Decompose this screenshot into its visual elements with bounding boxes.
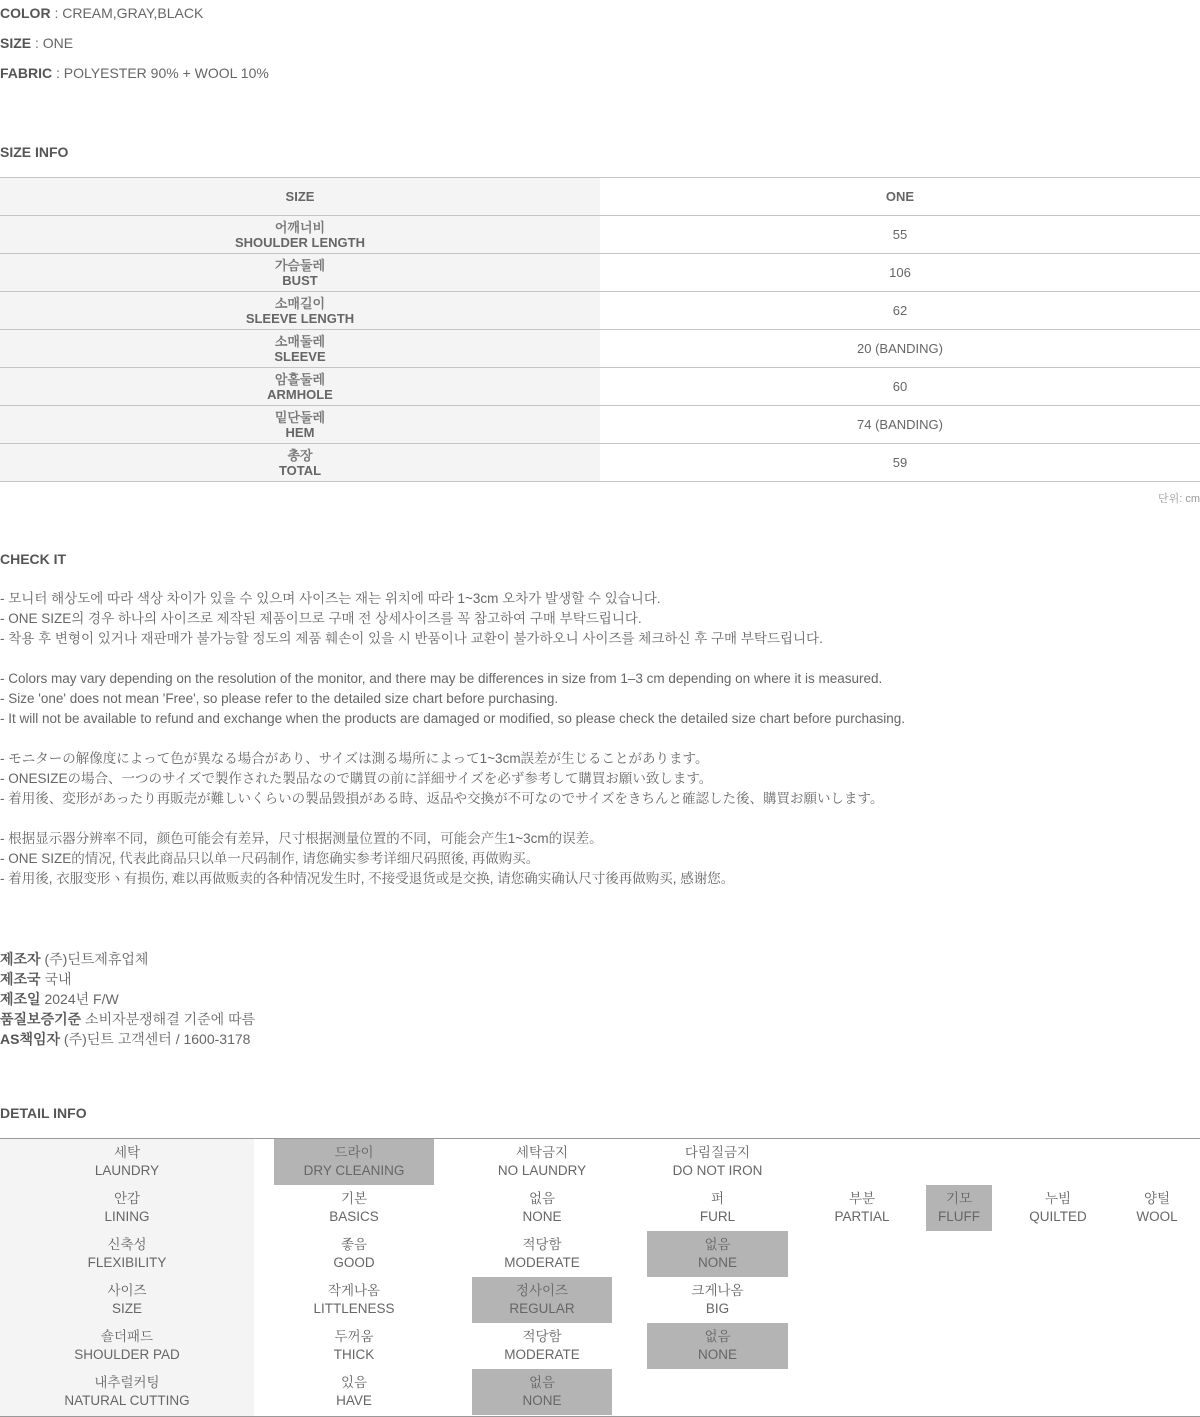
- detail-option-en: THICK: [333, 1347, 375, 1362]
- check-it-title: CHECK IT: [0, 551, 67, 567]
- note-line: - ONE SIZE의 경우 하나의 사이즈로 제작된 제품이므로 구매 전 상세사이즈를 꼭 참고하여 구매 부탁드립니다.: [0, 611, 642, 626]
- detail-option-ko: 크게나옴: [691, 1283, 744, 1298]
- note-line: - モニターの解像度によって色が異なる場合があり、サイズは測る場所によって1~3cm誤差が生じることがあります。: [0, 751, 709, 766]
- detail-option-en: FURL: [699, 1209, 736, 1224]
- size-row-value: 59: [892, 455, 908, 470]
- detail-label-en: SIZE: [111, 1301, 142, 1316]
- size-label-ko: 밑단둘레: [274, 409, 326, 425]
- detail-option-selected: [274, 1139, 434, 1185]
- detail-option-selected: [472, 1369, 612, 1415]
- detail-row-label: [0, 1231, 254, 1277]
- detail-option-en: MODERATE: [504, 1347, 580, 1362]
- detail-option-ko: 다림질금지: [684, 1145, 751, 1160]
- size-table-row: [0, 254, 1200, 292]
- size-table-row: [0, 216, 1200, 254]
- detail-option: [274, 1369, 434, 1415]
- size-label-en: HEM: [285, 424, 315, 440]
- size-label-ko: 총장: [287, 447, 313, 463]
- size-table-row: [0, 330, 1200, 368]
- detail-option-en: QUILTED: [1029, 1209, 1087, 1224]
- spec-value: : POLYESTER 90% + WOOL 10%: [52, 65, 269, 81]
- detail-option-en: BASICS: [329, 1209, 379, 1224]
- detail-option-ko: 세탁금지: [515, 1145, 569, 1160]
- detail-option-ko: 퍼: [710, 1191, 725, 1206]
- size-row-value: 55: [892, 227, 908, 242]
- manufacturer-value: (주)딘트제휴업체: [40, 951, 149, 967]
- detail-option: [472, 1231, 612, 1277]
- detail-option: [274, 1231, 434, 1277]
- detail-option: [472, 1185, 612, 1231]
- detail-option-ko: 기모: [945, 1191, 973, 1206]
- detail-option-en: WOOL: [1136, 1209, 1178, 1224]
- size-header-label: SIZE: [0, 178, 600, 215]
- detail-label-ko: 사이즈: [107, 1283, 147, 1298]
- spec-label: SIZE: [0, 35, 32, 51]
- size-label-en: SHOULDER LENGTH: [235, 234, 365, 250]
- detail-option-ko: 부분: [848, 1191, 876, 1206]
- detail-row-label: [0, 1185, 254, 1231]
- detail-option: [274, 1185, 434, 1231]
- spec-value: : ONE: [31, 35, 74, 51]
- detail-option-en: NONE: [522, 1393, 562, 1408]
- note-line: - ONESIZEの場合、一つのサイズで製作された製品なので購買の前に詳細サイズを必ず参考して購買お願い致します。: [0, 771, 713, 786]
- detail-option: [274, 1277, 434, 1323]
- size-label-en: SLEEVE LENGTH: [245, 310, 355, 326]
- size-label-en: BUST: [282, 272, 318, 288]
- unit-label: 단위: cm: [1157, 493, 1200, 505]
- detail-label-ko: 신축성: [107, 1237, 147, 1252]
- size-row-value: 20 (BANDING): [857, 341, 943, 356]
- detail-option-en: NONE: [697, 1347, 737, 1362]
- size-label-en: SLEEVE: [274, 348, 326, 364]
- manufacturer-row: [0, 949, 255, 969]
- detail-option-en: BIG: [705, 1301, 730, 1316]
- spec-size: [0, 34, 73, 52]
- note-line: - 着用後、変形があったり再販売が難しいくらいの製品毀損がある時、返品や交換が不可なのでサイズをきちんと確認した後、購買お願いします。: [0, 791, 884, 806]
- detail-option-selected: [472, 1277, 612, 1323]
- size-row-value: 74 (BANDING): [857, 417, 943, 432]
- size-table-row: [0, 444, 1200, 482]
- note-line: - 착용 후 변형이 있거나 재판매가 불가능할 정도의 제품 훼손이 있을 시 반품이나 교환이 불가하오니 사이즈를 체크하신 후 구매 부탁드립니다.: [0, 631, 823, 646]
- detail-option-en: NONE: [522, 1209, 562, 1224]
- size-table-row: [0, 368, 1200, 406]
- detail-label-en: FLEXIBILITY: [87, 1255, 167, 1270]
- detail-option-ko: 없음: [704, 1237, 731, 1252]
- note-line: - Size 'one' does not mean 'Free', so please refer to the detailed size chart before purchasing.: [0, 691, 559, 706]
- manufacturer-row: [0, 1029, 255, 1049]
- manufacturer-row: [0, 989, 255, 1009]
- manufacturer-label: 제조자: [0, 951, 41, 967]
- size-label-en: ARMHOLE: [267, 386, 333, 402]
- detail-label-en: LAUNDRY: [94, 1163, 160, 1178]
- spec-label: COLOR: [0, 5, 51, 21]
- detail-option: [798, 1185, 926, 1231]
- size-label-ko: 어깨너비: [274, 219, 326, 235]
- detail-label-ko: 내추럴커팅: [94, 1375, 160, 1390]
- detail-option: [472, 1323, 612, 1369]
- detail-option-ko: 없음: [704, 1329, 731, 1344]
- detail-table: [0, 1138, 1200, 1417]
- detail-row-label: [0, 1369, 254, 1415]
- size-header-value: ONE: [885, 189, 915, 204]
- manufacturer-label: 제조국: [0, 971, 41, 987]
- detail-option-ko: 좋음: [340, 1237, 368, 1252]
- size-row-label: [0, 216, 600, 253]
- detail-option: [647, 1139, 788, 1185]
- manufacturer-value: (주)딘트 고객센터 / 1600-3178: [60, 1031, 251, 1047]
- size-table: [0, 177, 1200, 482]
- detail-option-selected: [647, 1323, 788, 1369]
- detail-option: [1002, 1185, 1114, 1231]
- manufacturer-label: 제조일: [0, 991, 41, 1007]
- size-label-ko: 소매둘레: [274, 333, 326, 349]
- manufacturer-value: 소비자분쟁해결 기준에 따름: [81, 1011, 256, 1027]
- note-line: - Colors may vary depending on the resolution of the monitor, and there may be differences in size from 1–3 cm depending on where it is measured.: [0, 671, 883, 686]
- size-row-label: [0, 292, 600, 329]
- detail-option-en: NO LAUNDRY: [497, 1163, 587, 1178]
- detail-option-en: NONE: [697, 1255, 737, 1270]
- detail-option: [274, 1323, 434, 1369]
- size-label-ko: 소매길이: [274, 295, 326, 311]
- detail-option-en: GOOD: [333, 1255, 375, 1270]
- manufacturer-label: AS책임자: [0, 1031, 61, 1047]
- size-table-row: [0, 292, 1200, 330]
- size-row-label: [0, 368, 600, 405]
- detail-option: [647, 1277, 788, 1323]
- size-row-value: 60: [892, 379, 908, 394]
- detail-option-ko: 작게나옴: [327, 1283, 381, 1298]
- note-spacer: [0, 729, 905, 749]
- manufacturer-value: 2024년 F/W: [40, 991, 119, 1007]
- manufacturer-info: [0, 949, 255, 1049]
- note-line: - ONE SIZE的情况, 代表此商品只以单一尺码制作, 请您确实参考详细尺码照後, 再做购买。: [0, 851, 540, 866]
- detail-row-label: [0, 1323, 254, 1369]
- detail-option-en: FLUFF: [938, 1209, 980, 1224]
- size-table-row: [0, 406, 1200, 444]
- detail-option-ko: 없음: [528, 1375, 556, 1390]
- note-line: - 着用後, 衣服变形ヽ有损伤, 难以再做贩卖的各种情况发生时, 不接受退货或是交换, 请您确实确认尺寸後再做购买, 感谢您。: [0, 871, 735, 886]
- detail-label-en: NATURAL CUTTING: [64, 1393, 190, 1408]
- size-row-label: [0, 444, 600, 481]
- spec-label: FABRIC: [0, 65, 53, 81]
- detail-option: [647, 1185, 788, 1231]
- spec-fabric: [0, 64, 269, 82]
- detail-option-en: MODERATE: [504, 1255, 580, 1270]
- detail-option: [472, 1139, 612, 1185]
- manufacturer-label: 품질보증기준: [0, 1011, 82, 1027]
- detail-option-en: REGULAR: [509, 1301, 575, 1316]
- manufacturer-row: [0, 1009, 255, 1029]
- detail-option-ko: 누빔: [1044, 1191, 1072, 1206]
- detail-option-en: PARTIAL: [834, 1209, 890, 1224]
- note-line: - It will not be available to refund and exchange when the products are damaged or modified, so please check the detailed size chart before purchasing.: [0, 711, 906, 726]
- detail-option-en: DO NOT IRON: [672, 1163, 763, 1178]
- detail-option-ko: 기본: [340, 1191, 368, 1206]
- detail-option-ko: 적당함: [522, 1237, 562, 1252]
- detail-option-en: HAVE: [336, 1393, 372, 1408]
- detail-option-ko: 없음: [528, 1191, 556, 1206]
- spec-value: : CREAM,GRAY,BLACK: [50, 5, 204, 21]
- size-row-label: [0, 330, 600, 367]
- manufacturer-value: 국내: [40, 971, 72, 987]
- detail-option-en: DRY CLEANING: [303, 1163, 405, 1178]
- size-row-value: 106: [889, 265, 911, 280]
- detail-label-en: LINING: [104, 1209, 150, 1224]
- size-info-title: SIZE INFO: [0, 144, 69, 160]
- detail-label-ko: 숄더패드: [100, 1329, 154, 1344]
- detail-info-title: DETAIL INFO: [0, 1105, 87, 1121]
- detail-option-ko: 드라이: [334, 1145, 374, 1160]
- detail-label-ko: 세탁: [113, 1145, 141, 1160]
- manufacturer-row: [0, 969, 255, 989]
- size-row-label: [0, 254, 600, 291]
- size-table-header: [0, 178, 1200, 216]
- detail-label-ko: 안감: [113, 1191, 141, 1206]
- detail-option: [1114, 1185, 1200, 1231]
- detail-option-en: LITTLENESS: [313, 1301, 395, 1316]
- size-label-ko: 가슴둘레: [274, 257, 326, 273]
- note-spacer: [0, 649, 905, 669]
- size-row-value: 62: [892, 303, 908, 318]
- size-label-ko: 암홀둘레: [274, 371, 326, 387]
- detail-option-ko: 있음: [340, 1375, 368, 1390]
- note-line: - 根据显示器分辨率不同，颜色可能会有差异，尺寸根据测量位置的不同，可能会产生1~3cm的误差。: [0, 831, 603, 846]
- detail-option-selected: [647, 1231, 788, 1277]
- size-row-label: [0, 406, 600, 443]
- note-line: - 모니터 해상도에 따라 색상 차이가 있을 수 있으며 사이즈는 재는 위치에 따라 1~3cm 오차가 발생할 수 있습니다.: [0, 591, 661, 606]
- size-label-en: TOTAL: [278, 462, 322, 478]
- detail-option-selected: [926, 1185, 992, 1231]
- spec-color: [0, 4, 203, 22]
- detail-row-label: [0, 1277, 254, 1323]
- detail-option-ko: 양털: [1143, 1191, 1171, 1206]
- detail-option-ko: 두꺼움: [334, 1329, 374, 1344]
- detail-option-ko: 정사이즈: [515, 1283, 569, 1298]
- detail-option-ko: 적당함: [522, 1329, 562, 1344]
- detail-label-en: SHOULDER PAD: [74, 1347, 180, 1362]
- note-spacer: [0, 809, 905, 829]
- detail-row-label: [0, 1139, 254, 1185]
- check-it-notes: [0, 589, 905, 889]
